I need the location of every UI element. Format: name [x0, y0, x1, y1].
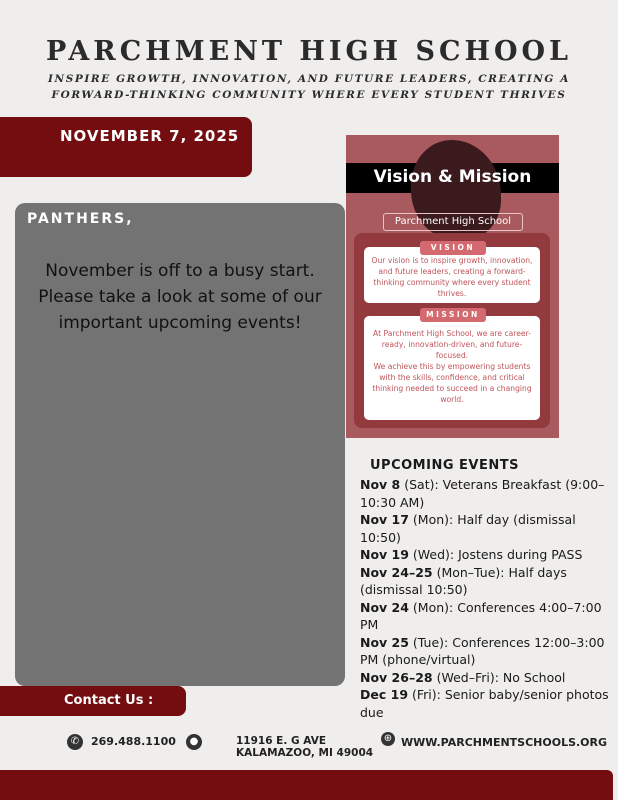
address: 11916 E. G AVE KALAMAZOO, MI 49004: [236, 735, 374, 759]
event-item: Nov 17 (Mon): Half day (dismissal 10:50): [360, 512, 576, 545]
event-item: Dec 19 (Fri): Senior baby/senior photos due: [360, 687, 609, 720]
footer-bar: [0, 770, 613, 800]
contact-banner: [0, 686, 186, 716]
event-item: Nov 24 (Mon): Conferences 4:00–7:00 PM: [360, 599, 602, 632]
event-item: Nov 25 (Tue): Conferences 12:00–3:00 PM (phone/virtual): [360, 634, 605, 667]
globe-icon: ⊕: [381, 732, 395, 746]
date: NOVEMBER 7, 2025: [60, 127, 240, 145]
school-title: PARCHMENT HIGH SCHOOL: [46, 36, 572, 67]
website-link[interactable]: WWW.PARCHMENTSCHOOLS.ORG: [401, 736, 608, 749]
school-motto: INSPIRE GROWTH, INNOVATION, AND FUTURE LEADERS, CREATING A FORWARD-THINKING COMMUNITY WHERE EVERY STUDENT THRIVES: [48, 73, 570, 101]
mission-tag: MISSION: [420, 308, 486, 322]
mission-text-2: We achieve this by empowering students with the skills, confidence, and critical thinking needed to succeed in a changing world.: [372, 362, 532, 404]
mission-text: At Parchment High School, we are career-ready, innovation-driven, and future-focused.: [373, 329, 531, 360]
vision-card: [364, 247, 540, 303]
vision-text: Our vision is to inspire growth, innovation, and future leaders, creating a forward-thinking community where every student thrives.: [371, 256, 533, 298]
events-list: [360, 476, 610, 721]
message-body: November is off to a busy start. Please take a look at some of our important upcoming events!: [38, 261, 322, 333]
event-item: Nov 24–25 (Mon–Tue): Half days (dismissal 10:50): [360, 564, 567, 597]
poster-heading: Vision & Mission: [373, 167, 532, 187]
greeting: PANTHERS,: [27, 211, 134, 227]
event-item: Nov 26–28 (Wed–Fri): No School: [360, 669, 566, 685]
vision-mission-poster: [346, 135, 559, 438]
events-heading: UPCOMING EVENTS: [370, 458, 519, 473]
location-pin-icon: ●: [186, 734, 202, 750]
phone-icon: ✆: [67, 734, 83, 750]
event-item: Nov 19 (Wed): Jostens during PASS: [360, 547, 583, 562]
event-item: Nov 8 (Sat): Veterans Breakfast (9:00–10:30 AM): [360, 477, 605, 510]
poster-school: Parchment High School: [383, 213, 523, 231]
mission-card: [364, 316, 540, 420]
vision-tag: VISION: [420, 241, 486, 255]
date-banner: [0, 117, 252, 177]
contact-label: Contact Us :: [64, 693, 154, 708]
phone-number[interactable]: 269.488.1100: [91, 735, 176, 748]
message-panel: [15, 203, 345, 686]
poster-inner: [354, 233, 550, 428]
